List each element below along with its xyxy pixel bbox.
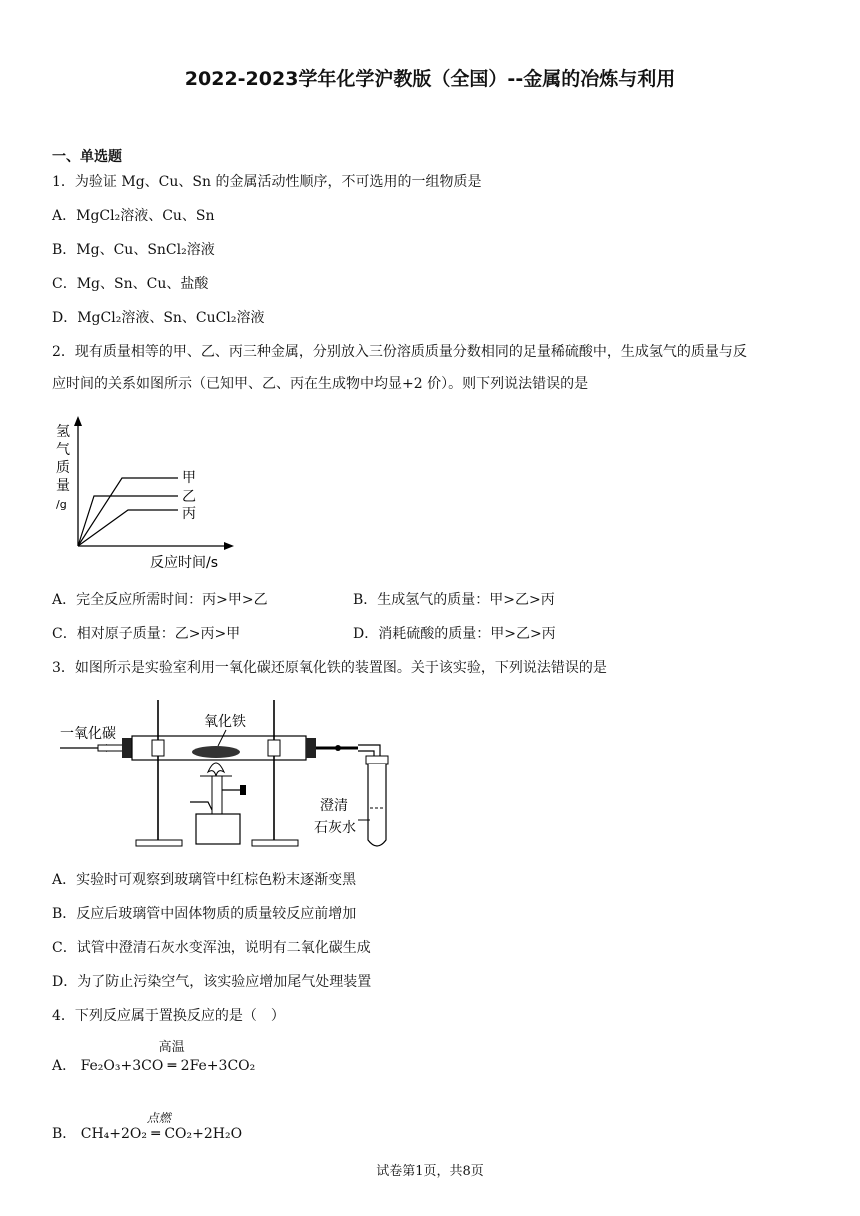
burner-base — [196, 814, 240, 844]
q2-option-c: C．相对原子质量：乙>丙>甲 — [52, 626, 241, 642]
q2-option-b: B．生成氢气的质量：甲>乙>丙 — [353, 592, 555, 608]
series-jia-label: 甲 — [182, 470, 196, 486]
q1-option-c: C．Mg、Sn、Cu、盐酸 — [52, 276, 209, 292]
gas-inlet — [190, 802, 212, 810]
y-axis-arrow — [74, 416, 82, 426]
test-tube — [368, 764, 386, 846]
y-label-char-2: 气 — [56, 442, 70, 458]
series-yi-label: 乙 — [182, 489, 196, 505]
q4-option-a — [52, 1040, 256, 1076]
q4-option-b-prefix: B． — [52, 1126, 77, 1142]
tubing-joint — [335, 745, 341, 751]
flame — [208, 763, 224, 776]
iron-oxide-label: 氧化铁 — [204, 714, 246, 730]
series-bing-line — [78, 510, 178, 546]
test-tube-stopper — [366, 756, 388, 764]
q4-option-a-prefix: A． — [52, 1058, 77, 1074]
page-title: 2022-2023学年化学沪教版（全国）--金属的冶炼与利用 — [184, 68, 676, 90]
x-axis-label: 反应时间/s — [150, 555, 219, 571]
right-clamp — [268, 740, 280, 756]
q3-option-a: A．实验时可观察到玻璃管中红棕色粉末逐渐变黑 — [52, 872, 357, 888]
q4-stem: 4．下列反应属于置换反应的是（ ） — [52, 1008, 285, 1024]
q1-option-a: A．MgCl₂溶液、Cu、Sn — [52, 208, 215, 224]
q2-option-d: D．消耗硫酸的质量：甲>乙>丙 — [353, 626, 556, 642]
left-stopper — [122, 738, 132, 758]
apparatus-figure — [58, 690, 408, 855]
right-stand-base — [252, 840, 298, 846]
burner-valve — [240, 785, 246, 795]
section-heading: 一、单选题 — [52, 149, 122, 165]
y-label-char-1: 氢 — [56, 424, 70, 440]
q1-stem: 1．为验证 Mg、Cu、Sn 的金属活动性顺序，不可选用的一组物质是 — [52, 174, 482, 190]
q3-option-b: B．反应后玻璃管中固体物质的质量较反应前增加 — [52, 906, 357, 922]
co-label: 一氧化碳 — [60, 726, 116, 742]
burner-tube — [212, 776, 222, 816]
q4-option-b — [52, 1111, 243, 1144]
q2-stem-line1: 2．现有质量相等的甲、乙、丙三种金属，分别放入三份溶质质量分数相同的足量稀硫酸中，生成氢气的质量与反 — [52, 344, 747, 360]
hydrogen-time-figure — [50, 410, 250, 572]
left-clamp — [152, 740, 164, 756]
y-label-unit: /g — [56, 498, 67, 511]
limewater-label-1: 澄清 — [320, 798, 348, 814]
q3-stem: 3．如图所示是实验室利用一氧化碳还原氧化铁的装置图。关于该实验，下列说法错误的是 — [52, 660, 607, 676]
q1-option-b: B．Mg、Cu、SnCl₂溶液 — [52, 242, 215, 258]
y-label-char-4: 量 — [56, 478, 70, 494]
page-footer: 试卷第1页，共8页 — [376, 1164, 484, 1179]
x-axis-arrow — [224, 542, 234, 550]
limewater-label-2: 石灰水 — [314, 820, 356, 836]
inlet-tube — [98, 745, 126, 751]
q4-option-a-equation: 高温 Fe₂O₃+3CO ═ 2Fe+3CO₂ — [80, 1040, 256, 1074]
q4-option-b-condition: 点燃 — [146, 1111, 171, 1125]
series-bing-label: 丙 — [182, 506, 196, 522]
q3-option-c: C．试管中澄清石灰水变浑浊，说明有二氧化碳生成 — [52, 940, 371, 956]
q2-stem-line2: 应时间的关系如图所示（已知甲、乙、丙在生成物中均显+2 价）。则下列说法错误的是 — [52, 376, 589, 392]
series-yi-line — [78, 496, 178, 546]
q4-option-b-equation: 点燃 CH₄+2O₂ ═ CO₂+2H₂O — [81, 1124, 242, 1144]
right-stopper — [306, 738, 316, 758]
q4-option-a-condition: 高温 — [158, 1040, 185, 1055]
q3-option-d: D．为了防止污染空气，该实验应增加尾气处理装置 — [52, 974, 372, 990]
left-stand-base — [136, 840, 182, 846]
q1-option-d: D．MgCl₂溶液、Sn、CuCl₂溶液 — [52, 310, 265, 326]
y-label-char-3: 质 — [56, 460, 70, 476]
q2-option-a: A．完全反应所需时间：丙>甲>乙 — [52, 592, 268, 608]
iron-oxide-powder — [192, 746, 240, 758]
